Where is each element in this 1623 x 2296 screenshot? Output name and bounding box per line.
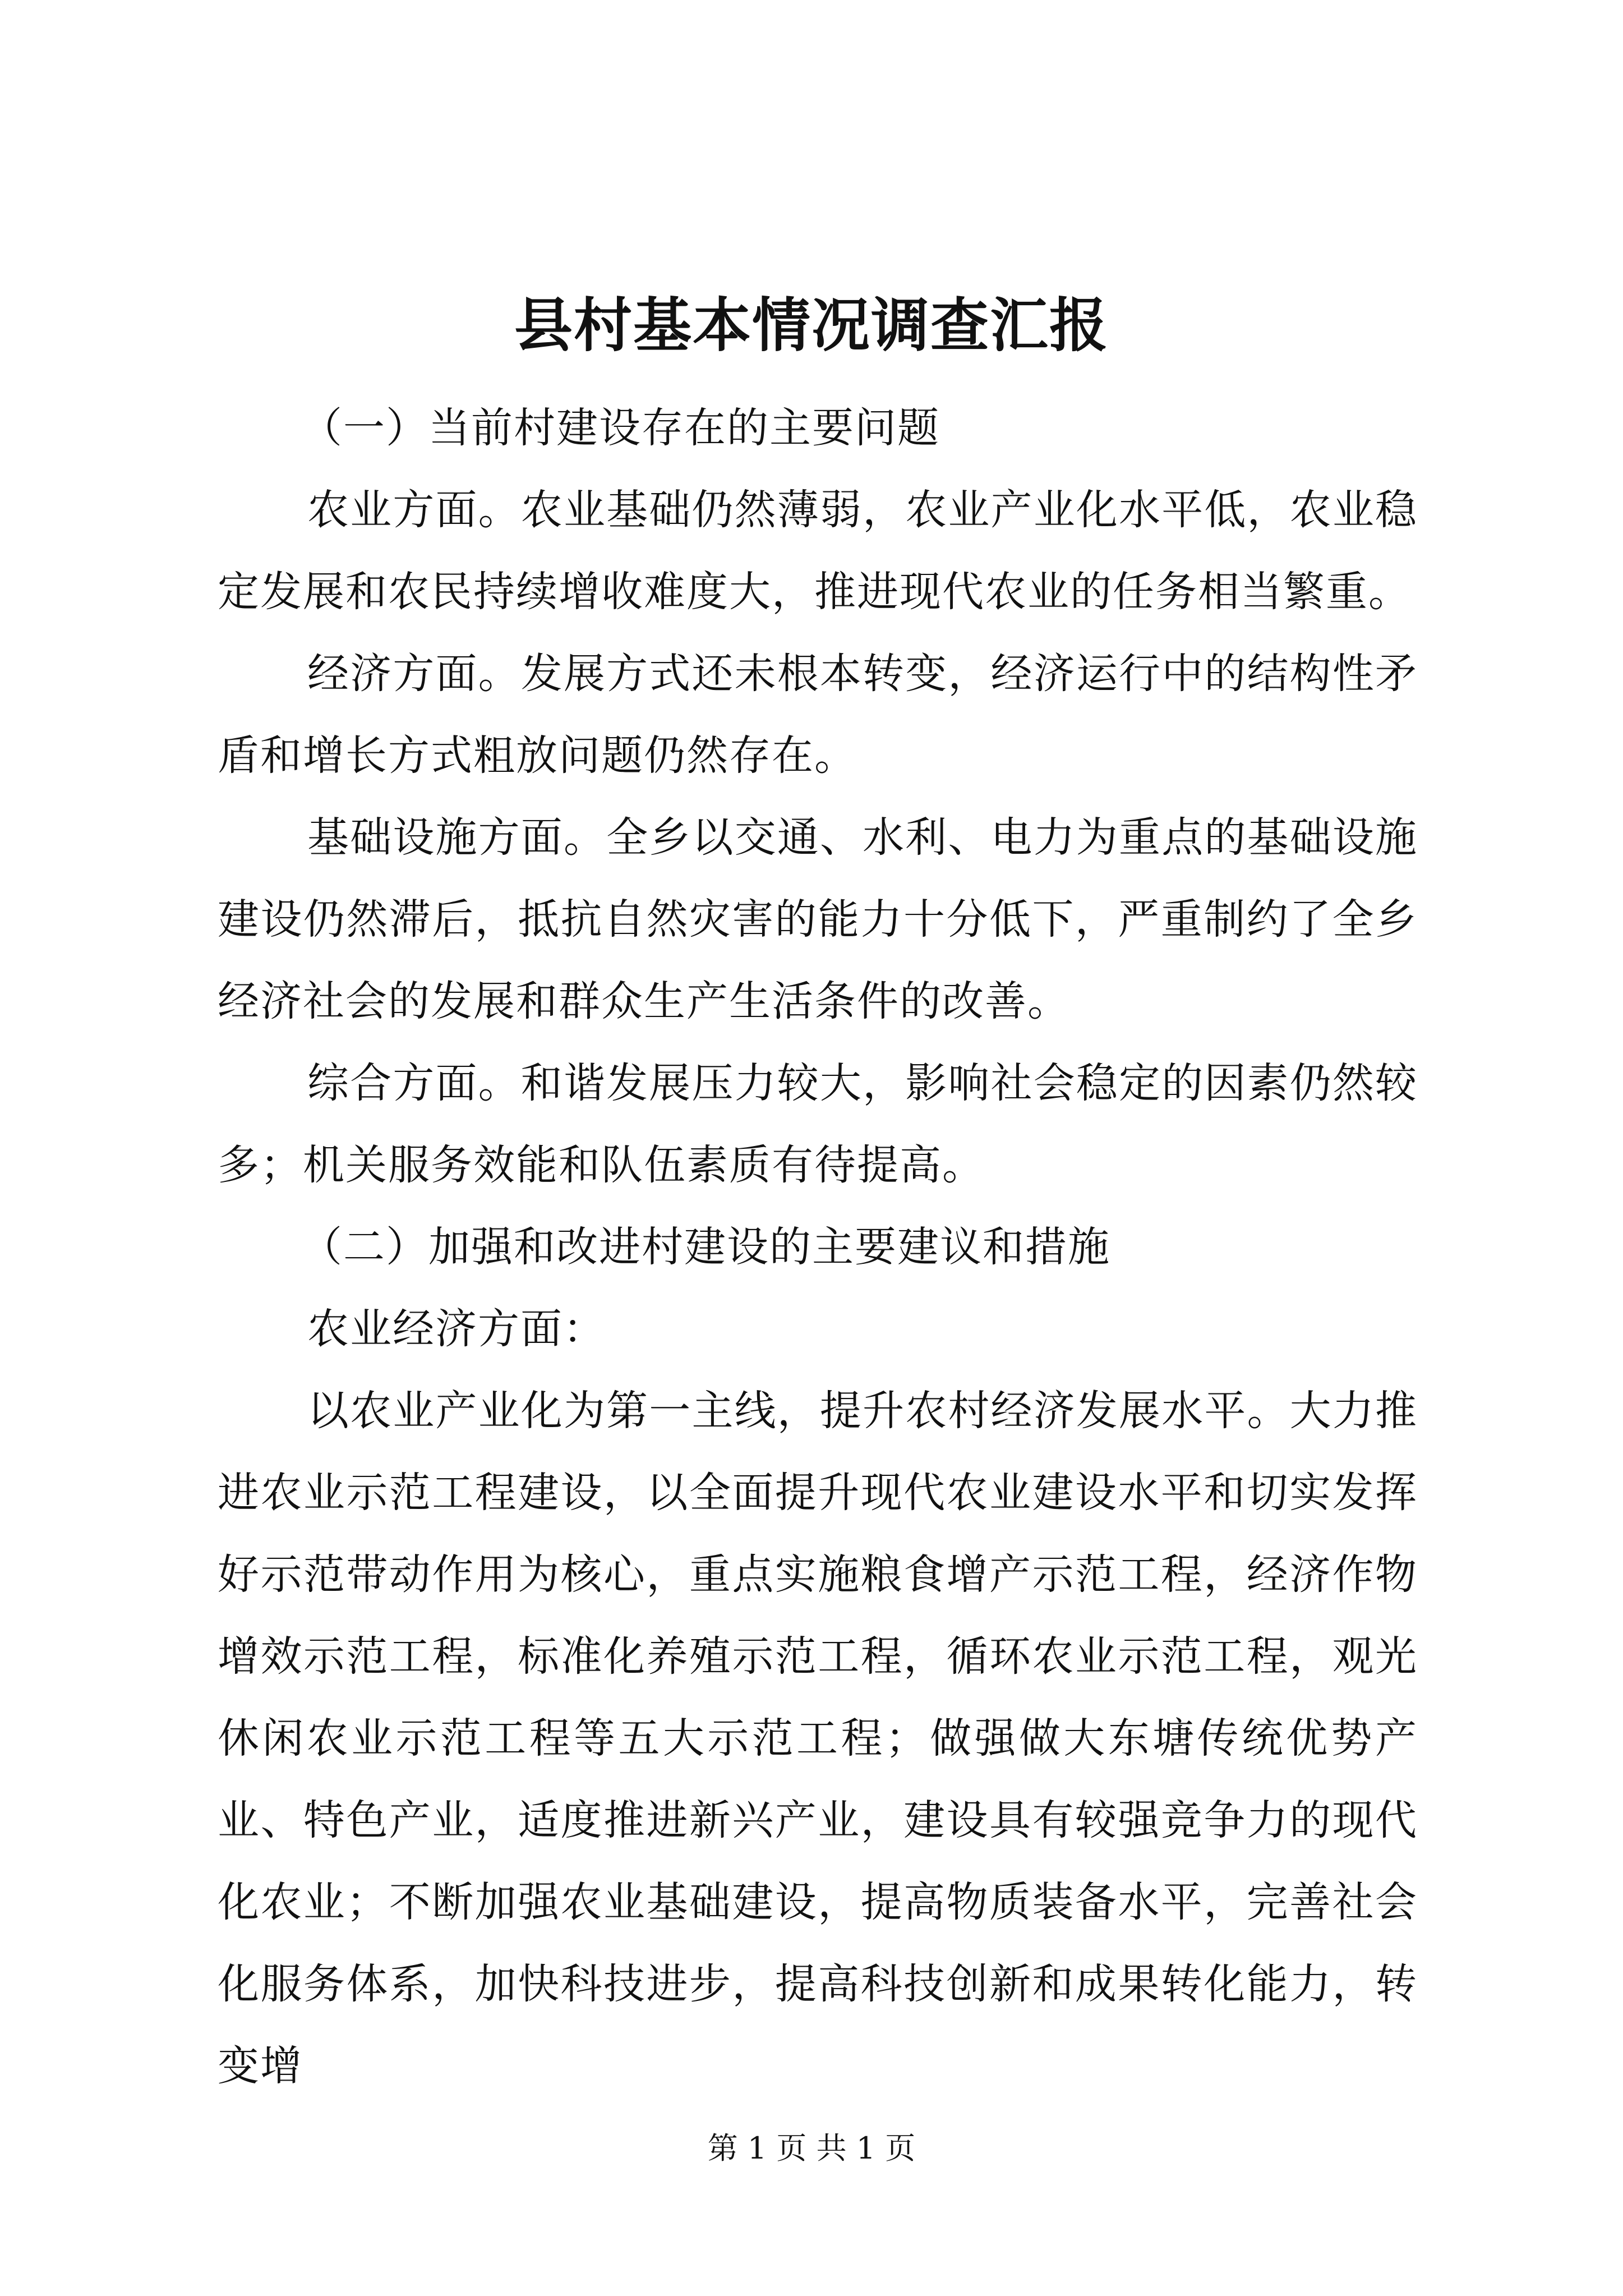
document-title: 县村基本情况调查汇报 bbox=[514, 291, 1109, 360]
section-heading-1: （一）当前村建设存在的主要问题 bbox=[301, 404, 940, 452]
page-number-footer: 第 1 页 共 1 页 bbox=[707, 2131, 916, 2166]
paragraph-comprehensive: 综合方面。和谐发展压力较大，影响社会稳定的因素仍然较多；机关服务效能和队伍素质有待提高。 bbox=[218, 1059, 1418, 1189]
paragraph-infrastructure: 基础设施方面。全乡以交通、水利、电力为重点的基础设施建设仍然滞后，抵抗自然灾害的能力十分低下，严重制约了全乡经济社会的发展和群众生产生活条件的改善。 bbox=[218, 813, 1418, 1025]
paragraph-economy: 经济方面。发展方式还未根本转变，经济运行中的结构性矛盾和增长方式粗放问题仍然存在。 bbox=[218, 650, 1418, 780]
paragraph-agriculture: 农业方面。农业基础仍然薄弱，农业产业化水平低，农业稳定发展和农民持续增收难度大，推进现代农业的任务相当繁重。 bbox=[218, 486, 1418, 616]
paragraph-industrialization: 以农业产业化为第一主线，提升农村经济发展水平。大力推进农业示范工程建设，以全面提升现代农业建设水平和切实发挥好示范带动作用为核心，重点实施粮食增产示范工程，经济作物增效示范工程，标准化养殖示范工程，循环农业示范工程，观光休闲农业示范工程等五大示范工程；做强做大东塘传统优势产业、特色产业，适度推进新兴产业，建设具有较强竞争力的现代化农业；不断加强农业基础建设，提高物质装备水平，完善社会化服务体系，加快科技进步，提高科技创新和成果转化能力，转变增 bbox=[218, 1387, 1418, 2090]
paragraph-agri-economy-label: 农业经济方面： bbox=[307, 1305, 606, 1353]
section-heading-2: （二）加强和改进村建设的主要建议和措施 bbox=[301, 1223, 1110, 1271]
document-body bbox=[218, 387, 1418, 2107]
